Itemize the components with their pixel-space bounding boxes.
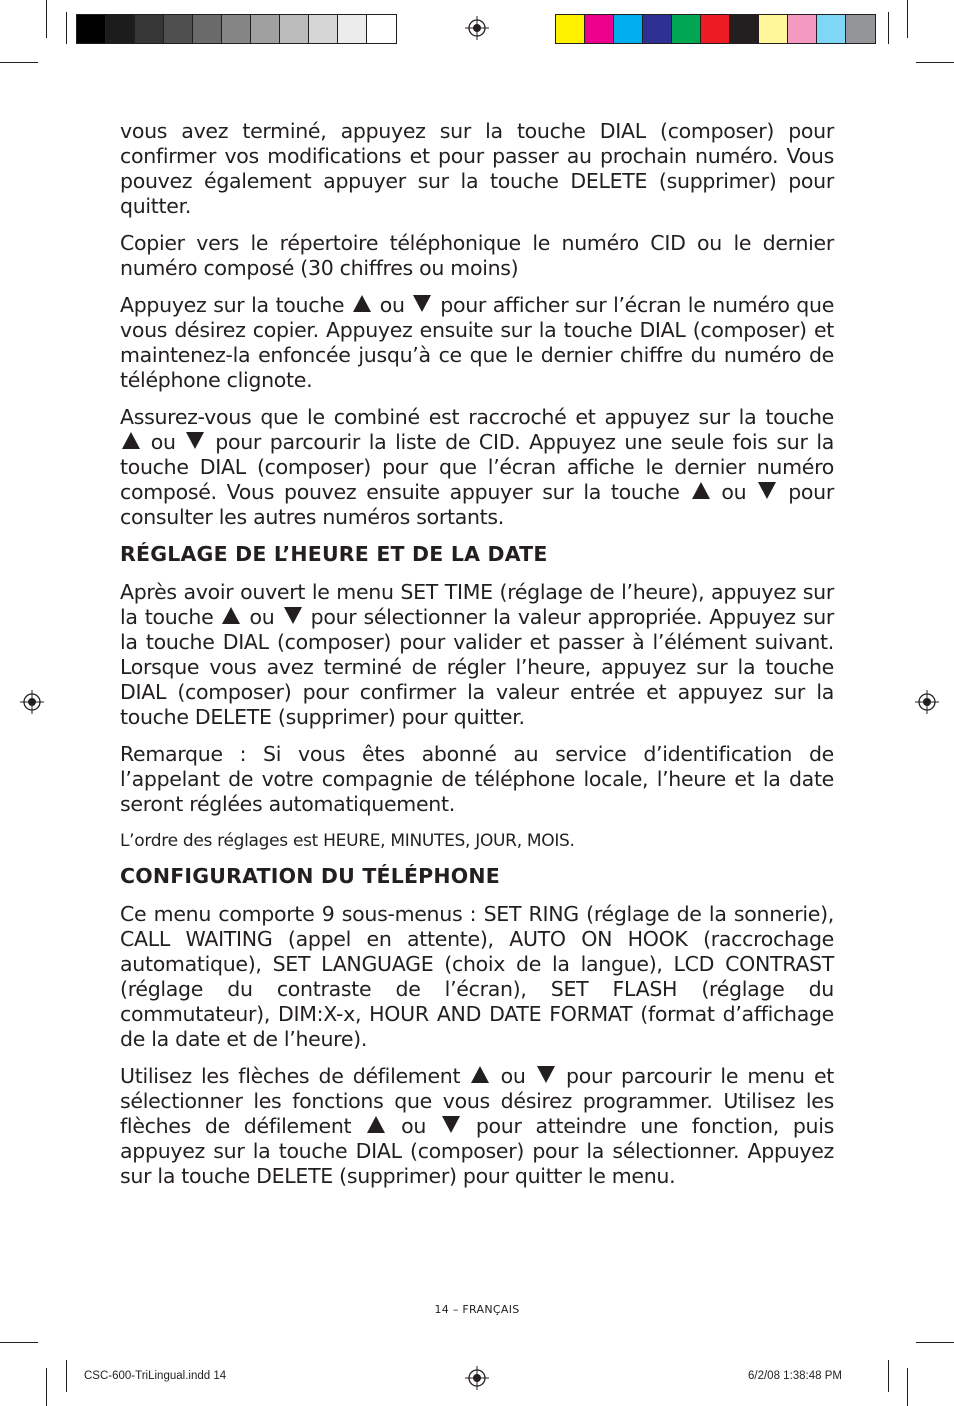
text-run: ou: [500, 1064, 526, 1088]
crop-mark: [916, 1342, 954, 1343]
registration-target-icon: [915, 690, 939, 714]
down-arrow-icon: [186, 432, 204, 449]
section-heading: CONFIGURATION DU TÉLÉPHONE: [120, 864, 500, 888]
crop-mark: [46, 1368, 47, 1406]
up-arrow-icon: [367, 1116, 385, 1133]
process-swatch: [585, 15, 614, 43]
date-slug: 6/2/08 1:38:48 PM: [748, 1370, 842, 1382]
paragraph: Ce menu comporte 9 sous-menus : SET RING (réglage de la sonnerie), CALL WAITING (appel en attente), AUTO ON HOOK (raccrochage automatique), SET LANGUAGE (choix de la langue), LCD CONTRAST (réglage du contraste de l’écran), SET FLASH (réglage du commutateur), DIM:X-x, HOUR AND DATE FORMAT (format d’affichage de la date et de l’heure).: [120, 902, 834, 1051]
gray-swatch: [338, 15, 367, 43]
crop-mark: [0, 62, 38, 63]
up-arrow-icon: [222, 607, 240, 624]
text-run: ou: [150, 430, 176, 454]
crop-mark: [888, 1360, 889, 1392]
text-run: ou: [249, 605, 275, 629]
page-number: 14 – FRANÇAIS: [434, 1303, 520, 1316]
down-arrow-icon: [413, 295, 431, 312]
text-run: Assurez-vous que le combiné est raccroché et appuyez sur la touche: [120, 405, 834, 429]
process-swatch: [730, 15, 759, 43]
down-arrow-icon: [758, 482, 776, 499]
gray-swatch: [309, 15, 338, 43]
crop-mark: [907, 1368, 908, 1406]
crop-mark: [916, 62, 954, 63]
paragraph: [120, 580, 834, 730]
registration-target-icon: [20, 690, 44, 714]
gray-swatch: [77, 15, 106, 43]
up-arrow-icon: [692, 482, 710, 499]
process-swatch: [759, 15, 788, 43]
down-arrow-icon: [537, 1066, 555, 1083]
process-swatch: [643, 15, 672, 43]
text-run: pour afficher sur l’écran le numéro que vous désirez copier. Appuyez ensuite sur la touche DIAL (composer) et maintenez-la enfoncée jusqu’à ce que le dernier chiffre du numéro de téléphone clignote.: [120, 293, 835, 392]
gray-swatch: [367, 15, 396, 43]
process-swatch: [788, 15, 817, 43]
paragraph: Remarque : Si vous êtes abonné au service d’identification de l’appelant de votre compagnie de téléphone locale, l’heure et la date seront réglées automatiquement.: [120, 742, 834, 816]
paragraph: [120, 293, 834, 393]
paragraph: vous avez terminé, appuyez sur la touche DIAL (composer) pour confirmer vos modifications et pour passer au prochain numéro. Vous pouvez également appuyer sur la touche DELETE (supprimer) pour quitter.: [120, 119, 834, 218]
down-arrow-icon: [284, 607, 302, 624]
section-heading: RÉGLAGE DE L’HEURE ET DE LA DATE: [120, 542, 548, 566]
process-swatch: [817, 15, 846, 43]
text-run: ou: [721, 480, 747, 504]
up-arrow-icon: [353, 295, 371, 312]
paragraph: [120, 405, 834, 530]
gray-swatch: [135, 15, 164, 43]
process-swatch: [614, 15, 643, 43]
crop-mark: [888, 12, 889, 44]
paragraph: [120, 1064, 834, 1189]
down-arrow-icon: [442, 1116, 460, 1133]
crop-mark: [46, 0, 47, 38]
gray-swatch: [280, 15, 309, 43]
crop-mark: [66, 12, 67, 44]
gray-swatch: [164, 15, 193, 43]
page-body: [120, 119, 834, 1201]
crop-mark: [907, 0, 908, 38]
crop-mark: [0, 1342, 38, 1343]
crop-mark: [66, 1360, 67, 1392]
paragraph: Copier vers le répertoire téléphonique le numéro CID ou le dernier numéro composé (30 chiffres ou moins): [120, 231, 834, 280]
process-swatch: [846, 15, 875, 43]
process-color-bar: [555, 14, 876, 44]
gray-swatch: [222, 15, 251, 43]
gray-swatch: [251, 15, 280, 43]
gray-swatch: [193, 15, 222, 43]
text-run: ou: [401, 1114, 427, 1138]
gray-swatch: [106, 15, 135, 43]
file-slug: CSC-600-TriLingual.indd 14: [84, 1370, 227, 1382]
process-swatch: [672, 15, 701, 43]
text-run: pour parcourir le menu et sélectionner les fonctions que vous désirez programmer. Utilisez les flèches de défilement: [120, 1064, 834, 1138]
process-swatch: [556, 15, 585, 43]
registration-target-icon: [465, 16, 489, 40]
text-run: Utilisez les flèches de défilement: [120, 1064, 461, 1088]
text-run: Appuyez sur la touche: [120, 293, 345, 317]
up-arrow-icon: [471, 1066, 489, 1083]
text-run: Après avoir ouvert le menu SET TIME (réglage de l’heure), appuyez sur la touche: [120, 580, 834, 629]
text-run: pour atteindre une fonction, puis appuyez sur la touche DIAL (composer) pour la sélectionner. Appuyez sur la touche DELETE (supprimer) pour quitter le menu.: [120, 1114, 835, 1188]
paragraph-note: L’ordre des réglages est HEURE, MINUTES, JOUR, MOIS.: [120, 831, 575, 851]
registration-target-icon: [465, 1366, 489, 1390]
gray-color-bar: [76, 14, 397, 44]
text-run: pour consulter les autres numéros sortants.: [120, 480, 834, 529]
up-arrow-icon: [122, 432, 140, 449]
text-run: pour parcourir la liste de CID. Appuyez une seule fois sur la touche DIAL (composer) pour que l’écran affiche le dernier numéro composé. Vous pouvez ensuite appuyer sur la touche: [120, 430, 835, 504]
process-swatch: [701, 15, 730, 43]
text-run: pour sélectionner la valeur appropriée. Appuyez sur la touche DIAL (composer) pour valider et passer à l’élément suivant. Lorsque vous avez terminé de régler l’heure, appuyez sur la touche DIAL (composer) pour confirmer la valeur entrée et appuyez sur la touche DELETE (supprimer) pour quitter.: [120, 605, 835, 729]
text-run: ou: [379, 293, 405, 317]
